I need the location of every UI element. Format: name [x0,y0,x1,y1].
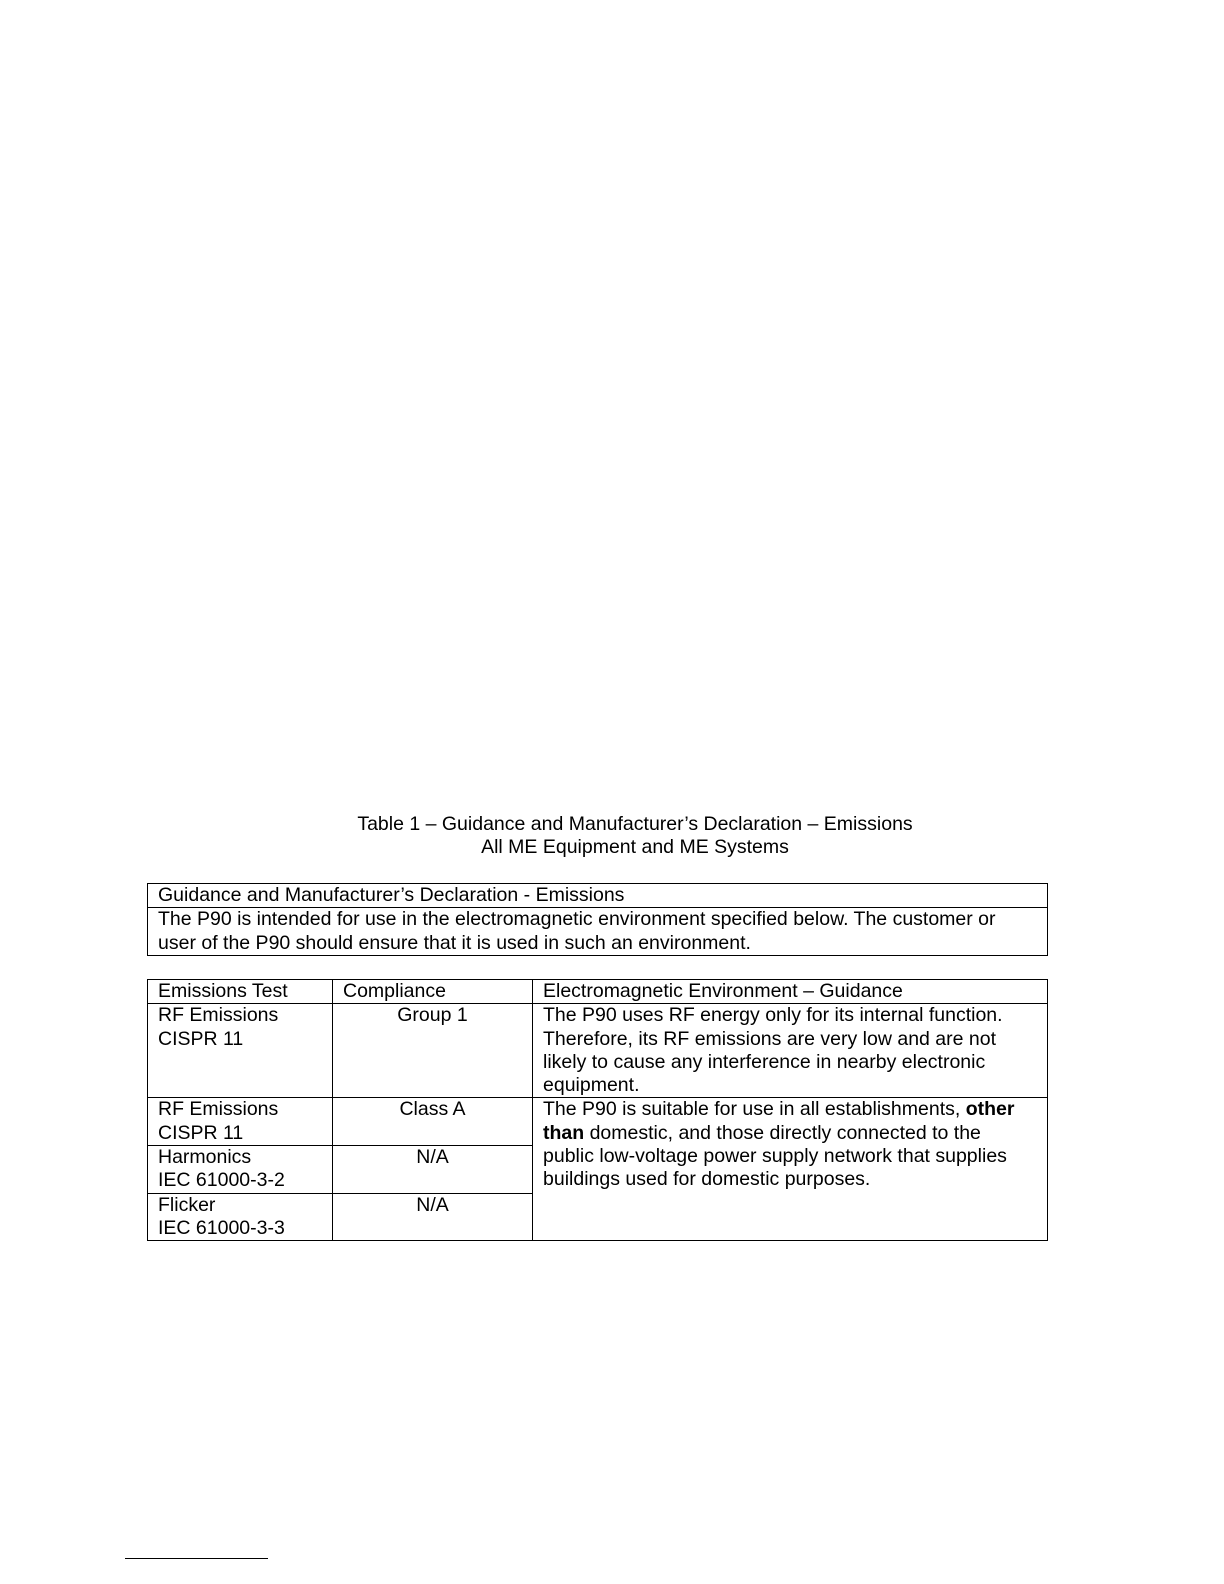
guidance-cell [533,1098,1048,1241]
table-row [148,884,1048,908]
compliance-cell: Class A [333,1098,533,1146]
column-header: Emissions Test [148,980,333,1004]
emissions-table [147,979,1048,1241]
caption-subtitle: All ME Equipment and ME Systems [481,836,789,858]
compliance-cell: Group 1 [333,1004,533,1098]
guidance-text: domestic, and those directly connected to the public low-voltage power supply network that supplies buildings used for domestic purposes. [543,1121,1007,1191]
test-name: Flicker [158,1193,216,1216]
declaration-table [147,883,1048,956]
test-name: RF Emissions [158,1004,279,1027]
test-standard: IEC 61000-3-3 [158,1216,285,1239]
compliance-cell: N/A [333,1193,533,1241]
guidance-text: The P90 is suitable for use in all establishments, [543,1098,966,1121]
test-standard: CISPR 11 [158,1027,244,1050]
emissions-test-cell [148,1098,333,1146]
emissions-test-cell [148,1146,333,1194]
test-standard: IEC 61000-3-2 [158,1169,285,1192]
caption-title: Table 1 – Guidance and Manufacturer’s Declaration – Emissions [357,813,913,835]
table-caption [0,813,1224,859]
compliance-cell: N/A [333,1146,533,1194]
emissions-test-cell [148,1193,333,1241]
test-standard: CISPR 11 [158,1121,244,1144]
emissions-test-cell [148,1004,333,1098]
column-header: Electromagnetic Environment – Guidance [533,980,1048,1004]
table-row [148,908,1048,956]
footnote-separator [125,1558,268,1559]
table-row [148,1004,1048,1098]
table-header-row [148,980,1048,1004]
guidance-emphasis: other than [543,1098,1015,1144]
column-header: Compliance [333,980,533,1004]
declaration-header: Guidance and Manufacturer’s Declaration - Emissions [148,884,1048,908]
test-name: RF Emissions [158,1098,279,1121]
guidance-cell: The P90 uses RF energy only for its internal function. Therefore, its RF emissions are very low and are not likely to cause any interference in nearby electronic equipment. [533,1004,1048,1098]
table-row [148,1098,1048,1146]
test-name: Harmonics [158,1146,252,1169]
declaration-body: The P90 is intended for use in the electromagnetic environment specified below. The customer or user of the P90 should ensure that it is used in such an environment. [148,908,1048,956]
